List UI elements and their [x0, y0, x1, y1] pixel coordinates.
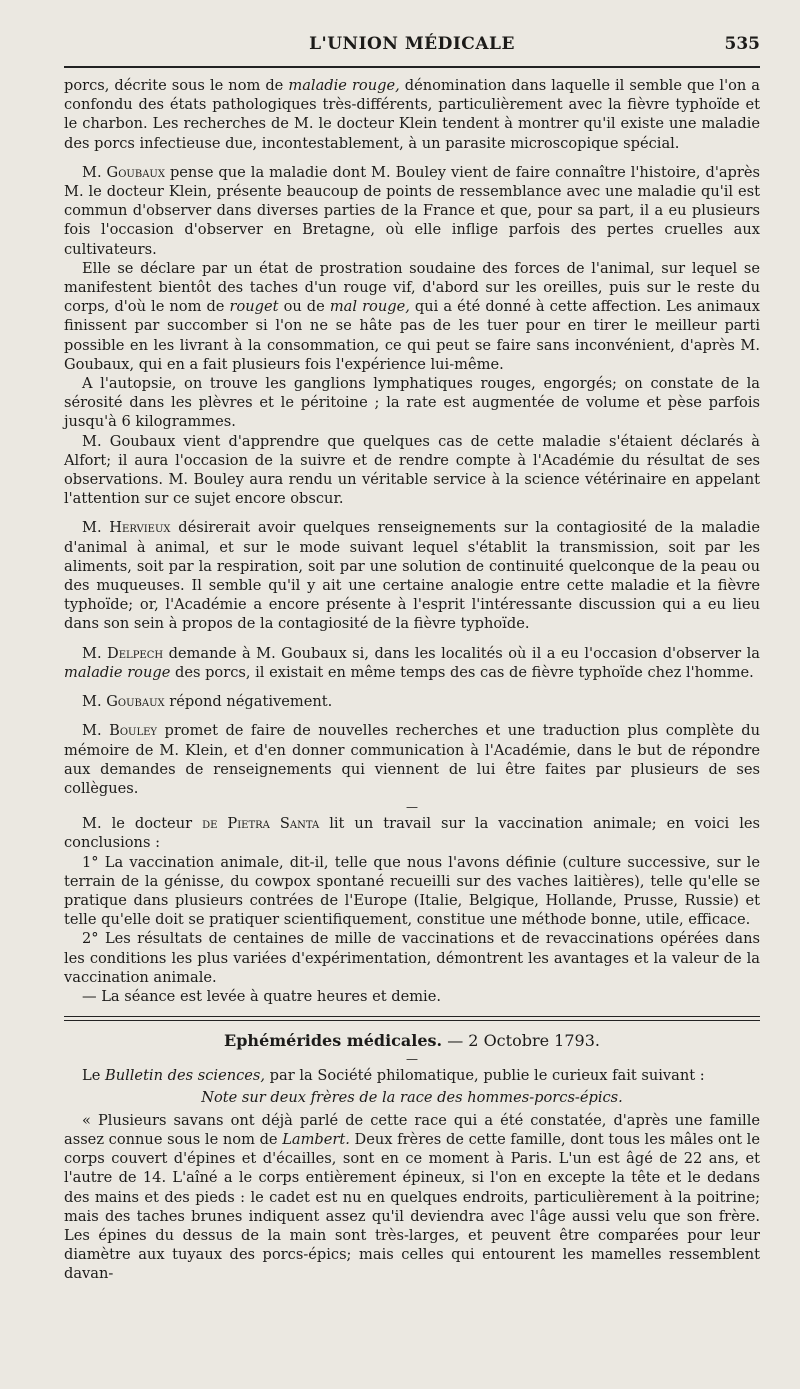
italic-text: maladie rouge, — [288, 77, 400, 94]
paragraph: 2° Les résultats de centaines de mille de vaccinations et de revaccinations opérées dans les conditions les plus variées d'expérimentation, démontrent les avantages et la valeur de la vaccination animale. — [64, 930, 760, 986]
speaker-name: de Pietra Santa — [202, 815, 320, 833]
paragraph — [64, 76, 760, 153]
text: pense que la maladie dont M. Bouley vient de faire connaître l'histoire, d'après M. le docteur Klein, présente beaucoup de points de ressemblance avec une maladie qu'il est commun d'observer dans diverses parties de la France et que, pour sa part, il a eu plusieurs fois l'occasion d'observer en Bretagne, où elle inflige parfois des pertes cruelles aux cultivateurs. — [64, 163, 760, 258]
running-title: L'UNION MÉDICALE — [309, 34, 515, 54]
paragraph — [64, 518, 760, 633]
speaker-name: M. Goubaux — [82, 693, 165, 711]
section-heading: Ephémérides médicales. — [224, 1031, 443, 1051]
text: porcs, décrite sous le nom de — [64, 77, 289, 94]
section-title — [64, 1031, 760, 1050]
paragraph: — La séance est levée à quatre heures et demie. — [82, 987, 442, 1005]
text: des porcs, il existait en même temps des cas de fièvre typhoïde chez l'homme. — [170, 663, 754, 681]
paragraph: M. Goubaux vient d'apprendre que quelques cas de cette maladie s'étaient déclarés à Alfort; il aura l'occasion de la suivre et de rendre compte à l'Académie du résultat de ses observations. M. Bouley aura rendu un véritable service à la science vétérinaire en appelant l'attention sur ce sujet encore obscur. — [64, 432, 760, 508]
paragraph — [64, 692, 760, 711]
text: promet de faire de nouvelles recherches et une traduction plus complète du mémoire de M. Klein, et d'en donner communication à l'Académie, dans le but de répondre aux demandes de renseignements qui viennent de lui être faites par plusieurs de ses collègues. — [64, 722, 760, 797]
section-divider — [64, 1016, 760, 1021]
text: ou de — [278, 298, 330, 316]
paragraph — [64, 721, 760, 798]
paragraph — [64, 814, 760, 852]
text: Deux frères de cette famille, dont tous les mâles ont le corps couvert d'épines et d'écailles, sont en ce moment à Paris. L'un est âgé de 22 ans, et l'autre de 14. L'aîné a le corps entièrement épineux, si l'on en excepte la tête et le dedans des mains et des pieds : le cadet est nu en quelques endroits, particulièrement à la poitrine; mais des taches brunes indiquent assez qu'il deviendra avec l'âge aussi velu que son frère. Les épines du dessus de la main sont très-larges, et peuvent être comparées pour leur diamètre aux tuyaux des porcs-épics; mais celles qui entourent les mamelles ressemblent davan- — [64, 1130, 760, 1283]
italic-text: maladie rouge — [64, 663, 171, 681]
text: Le — [82, 1067, 105, 1085]
text: demande à M. Goubaux si, dans les localités où il a eu l'occasion d'observer la — [163, 644, 761, 662]
running-header — [64, 34, 760, 64]
italic-text: rouget — [229, 298, 279, 316]
paragraph — [64, 259, 760, 374]
italic-text: Lambert. — [282, 1130, 350, 1148]
speaker-name: M. Delpech — [82, 644, 164, 662]
italic-text: mal rouge, — [329, 298, 410, 316]
paragraph: 1° La vaccination animale, dit-il, telle que nous l'avons définie (culture successive, sur le terrain de la génisse, du cowpox spontané recueilli sur des vaches laitières), telle qu'elle se pratique dans plusieurs contrées de l'Europe (Italie, Belgique, Hollande, Prusse, Russie) et telle qu'elle doit se pratiquer scientifiquement, constitue une méthode bonne, utile, efficace. — [64, 853, 760, 929]
text: par la Société philomatique, publie le curieux fait suivant : — [265, 1067, 705, 1085]
text: Elle se déclare par un état de prostration soudaine des forces de l'animal, sur lequel se manifestent bientôt des taches d'un rouge vif, d'abord sur les oreilles, puis sur le reste du corps, d'où le nom de — [64, 259, 760, 316]
text: « Plusieurs savans ont déjà parlé de cette race qui a été constatée, d'après une famille assez connue sous le nom de — [64, 1111, 760, 1148]
text: désirerait avoir quelques renseignements sur la contagiosité de la maladie d'animal à animal, et sur le mode suivant lequel s'établit la transmission, soit par les aliments, soit par la respiration, soit par une solution de continuité quelconque de la peau ou des muqueuses. Il semble qu'il y ait une certaine analogie entre cette maladie et la fièvre typhoïde; or, l'Académie a encore présente à l'esprit l'intéressante discussion qui a eu lieu dans son sein à propos de la contagiosité de la fièvre typhoïde. — [64, 519, 760, 633]
speaker-name: M. Goubaux — [82, 163, 165, 181]
italic-text: Bulletin des sciences, — [104, 1067, 266, 1085]
header-rule — [64, 66, 760, 68]
text: qui a été donné à cette affection. Les animaux finissent par succomber si l'on ne se hâte pas de les tuer pour en tirer le meilleur parti possible en les livrant à la consommation, ce qui peut se faire sans inconvénient, d'après M. Goubaux, qui en a fait plusieurs fois l'expérience lui-même. — [64, 298, 760, 373]
section-date: — 2 Octobre 1793. — [442, 1031, 600, 1051]
text: dénomination dans laquelle il semble que l'on a confondu des états pathologiques très-différents, particulièrement avec la fièvre typhoïde et le charbon. Les recherches de M. le docteur Klein tendent à montrer qu'il existe une maladie des porcs infectieuse due, incontestablement, à un parasite microscopique spécial. — [64, 77, 760, 152]
separator-dash: — — [406, 1052, 418, 1067]
page-number: 535 — [724, 34, 760, 54]
separator-dash: — — [406, 800, 418, 815]
speaker-name: M. Hervieux — [82, 519, 171, 537]
article-body — [64, 76, 760, 1284]
paragraph — [64, 1111, 760, 1284]
paragraph — [64, 163, 760, 259]
text: répond négativement. — [164, 693, 333, 711]
paragraph: A l'autopsie, on trouve les ganglions lymphatiques rouges, engorgés; on constate de la sérosité dans les plèvres et le péritoine ; la rate est augmentée de volume et pèse parfois jusqu'à 6 kilogrammes. — [64, 375, 760, 431]
paragraph — [64, 1066, 760, 1085]
text: M. le docteur — [82, 815, 203, 833]
text: lit un travail sur la vaccination animale; en voici les conclusions : — [64, 815, 760, 852]
note-title: Note sur deux frères de la race des hommes-porcs-épics. — [201, 1088, 623, 1106]
speaker-name: M. Bouley — [82, 722, 157, 740]
paragraph — [64, 644, 760, 682]
